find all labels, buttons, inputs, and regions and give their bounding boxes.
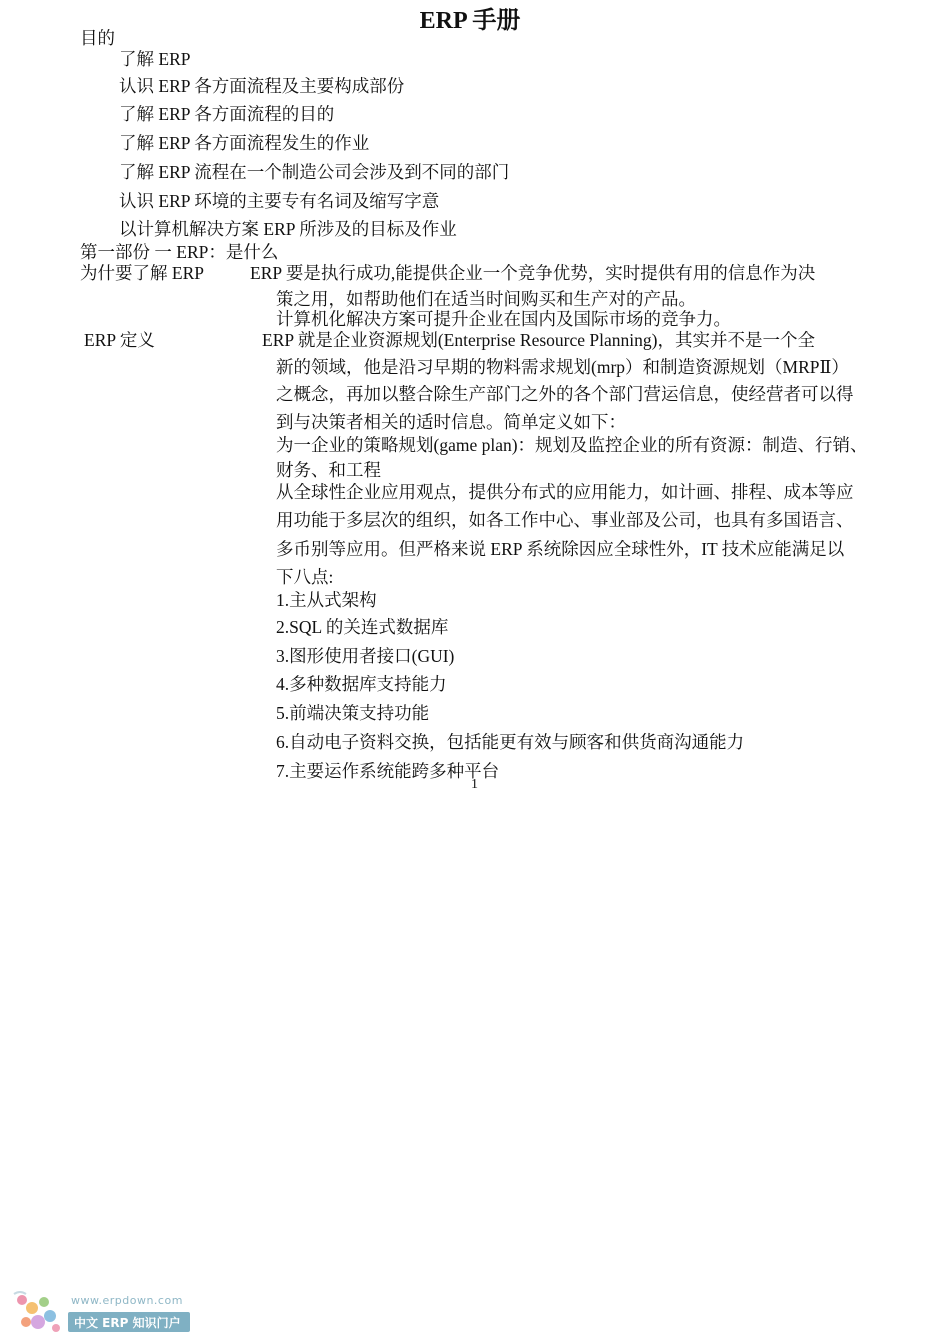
definition-line: 从全球性企业应用观点，提供分布式的应用能力，如计画、排程、成本等应 — [276, 482, 854, 502]
definition-line: 到与决策者相关的适时信息。简单定义如下： — [276, 412, 626, 432]
definition-line: 下八点: — [276, 567, 334, 587]
why-line: 计算机化解决方案可提升企业在国内及国际市场的竞争力。 — [276, 309, 731, 329]
purpose-item: 认识 ERP 各方面流程及主要构成部份 — [119, 76, 405, 96]
definition-line: 之概念，再加以整合除生产部门之外的各个部门营运信息，使经营者可以得 — [276, 384, 854, 404]
purpose-item: 了解 ERP 流程在一个制造公司会涉及到不同的部门 — [119, 162, 510, 182]
definition-line: 用功能于多层次的组织，如各工作中心、事业部及公司，也具有多国语言、 — [276, 510, 854, 530]
purpose-item: 以计算机解决方案 ERP 所涉及的目标及作业 — [119, 219, 457, 239]
document-title: ERP 手册 — [419, 8, 521, 34]
logo-flower-icon — [10, 1288, 68, 1336]
purpose-item: 了解 ERP — [119, 49, 191, 69]
point-item: 7.主要运作系统能跨多种平台 — [276, 761, 500, 781]
point-item: 5.前端决策支持功能 — [276, 703, 430, 723]
point-item: 1.主从式架构 — [276, 590, 377, 610]
definition-line: 财务、和工程 — [276, 460, 381, 480]
point-item: 6.自动电子资料交换，包括能更有效与顾客和供货商沟通能力 — [276, 732, 745, 752]
purpose-item: 认识 ERP 环境的主要专有名词及缩写字意 — [119, 191, 440, 211]
part1-heading: 第一部份 一 ERP：是什么 — [80, 242, 279, 262]
why-line: 策之用，如帮助他们在适当时间购买和生产对的产品。 — [276, 289, 696, 309]
point-item: 2.SQL 的关连式数据库 — [276, 617, 449, 637]
why-label: 为什要了解 ERP — [80, 263, 204, 283]
definition-line: 多币别等应用。但严格来说 ERP 系统除因应全球性外，IT 技术应能满足以 — [276, 539, 845, 559]
why-line: ERP 要是执行成功,能提供企业一个竞争优势，实时提供有用的信息作为决 — [250, 263, 816, 283]
purpose-heading: 目的 — [80, 28, 115, 48]
site-logo — [10, 1288, 195, 1336]
page-number: 1 — [471, 777, 478, 792]
purpose-item: 了解 ERP 各方面流程的目的 — [119, 104, 335, 124]
definition-line: ERP 就是企业资源规划(Enterprise Resource Planning)，其实并不是一个全 — [262, 330, 815, 350]
definition-line: 新的领域，他是沿习早期的物料需求规划(mrp）和制造资源规划（MRPⅡ） — [276, 357, 849, 377]
logo-url: www.erpdown.com — [71, 1294, 183, 1307]
definition-line: 为一企业的策略规划(game plan)：规划及监控企业的所有资源：制造、行销、 — [276, 435, 868, 455]
logo-name: 中文 ERP 知识门户 — [74, 1316, 181, 1330]
definition-label: ERP 定义 — [84, 330, 155, 350]
point-item: 3.图形使用者接口(GUI) — [276, 646, 455, 666]
point-item: 4.多种数据库支持能力 — [276, 674, 447, 694]
purpose-item: 了解 ERP 各方面流程发生的作业 — [119, 133, 370, 153]
